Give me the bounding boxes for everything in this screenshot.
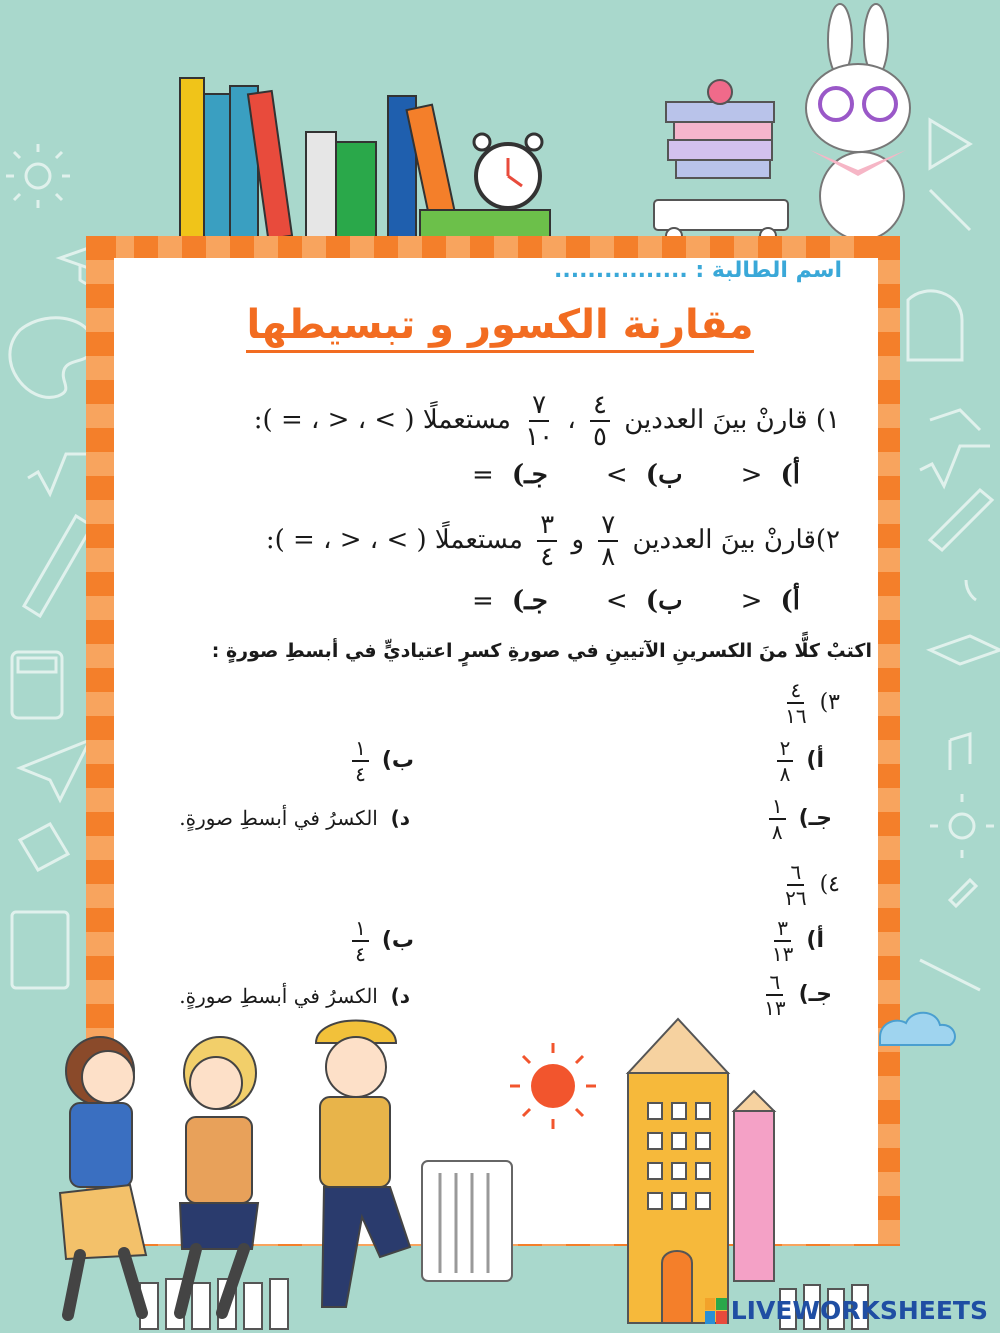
question-2-choices bbox=[472, 586, 800, 616]
question-1-tail: مستعملًا ( > ، < ، = ): bbox=[253, 405, 511, 435]
question-2 bbox=[266, 512, 840, 570]
page-title-text: مقارنة الكسور و تبسيطها bbox=[246, 302, 753, 353]
question-3-option-a[interactable]: أ) $\frac{٢}{٨}$ bbox=[771, 738, 824, 784]
question-1-choice-a[interactable]: أ) < bbox=[740, 460, 800, 490]
books-illustration bbox=[170, 0, 630, 250]
question-2-choice-c[interactable]: جـ) = bbox=[471, 586, 548, 616]
question-4-fraction: $\frac{٦}{٢٦}$ bbox=[785, 860, 807, 910]
question-3-stem: ٣) $\frac{٤}{١٦}$ bbox=[785, 678, 840, 728]
question-4-option-a[interactable]: أ) $\frac{٣}{١٣}$ bbox=[771, 916, 824, 966]
question-1-choice-c[interactable]: جـ) = bbox=[471, 460, 548, 490]
page-title bbox=[0, 302, 1000, 348]
bunny-illustration bbox=[640, 0, 940, 250]
question-3-option-d[interactable]: د) الكسرُ في أبسطِ صورةٍ. bbox=[179, 806, 410, 830]
question-2-choice-a[interactable]: أ) < bbox=[740, 586, 800, 616]
question-1-choices bbox=[472, 460, 800, 490]
question-1-lead: ١) قارنْ بينَ العددين bbox=[624, 405, 840, 435]
question-3-fraction: $\frac{٤}{١٦}$ bbox=[785, 678, 807, 728]
question-3-option-c[interactable]: جـ) $\frac{١}{٨}$ bbox=[763, 796, 832, 842]
question-3-option-b[interactable]: ب) $\frac{١}{٤}$ bbox=[346, 738, 414, 784]
liveworksheets-logo-icon bbox=[705, 1298, 727, 1324]
liveworksheets-brand-text: LIVEWORKSHEETS bbox=[730, 1296, 988, 1325]
question-4-stem: ٤) $\frac{٦}{٢٦}$ bbox=[785, 860, 840, 910]
liveworksheets-brand bbox=[705, 1296, 988, 1325]
question-4-option-d[interactable]: د) الكسرُ في أبسطِ صورةٍ. bbox=[179, 984, 410, 1008]
question-1-fraction-a: $\frac{٤}{٥}$ bbox=[590, 392, 610, 450]
simplify-instruction: اكتبْ كلًّا منَ الكسرينِ الآتيينِ في صورةِ كسرٍ اعتياديٍّ في أبسطِ صورةٍ : bbox=[211, 640, 872, 662]
kids-and-pencils-illustration bbox=[0, 993, 1000, 1333]
question-2-fraction-b: $\frac{٣}{٤}$ bbox=[537, 512, 557, 570]
question-4-option-c[interactable]: جـ) $\frac{٦}{١٣}$ bbox=[764, 970, 832, 1020]
question-1-choice-b[interactable]: ب) > bbox=[605, 460, 683, 490]
question-4-option-b[interactable]: ب) $\frac{١}{٤}$ bbox=[346, 918, 414, 964]
question-2-tail: مستعملًا ( > ، < ، = ): bbox=[265, 525, 523, 555]
student-name-label: اسم الطالبة : ................ bbox=[554, 258, 842, 283]
question-2-lead: ٢)قارنْ بينَ العددين bbox=[632, 525, 840, 555]
question-1-fraction-b: $\frac{٧}{١٠}$ bbox=[525, 390, 554, 452]
question-1-separator: ، bbox=[567, 405, 576, 435]
question-2-separator: و bbox=[571, 525, 585, 555]
question-2-choice-b[interactable]: ب) > bbox=[605, 586, 683, 616]
question-2-fraction-a: $\frac{٧}{٨}$ bbox=[598, 512, 618, 570]
question-1 bbox=[254, 392, 840, 450]
